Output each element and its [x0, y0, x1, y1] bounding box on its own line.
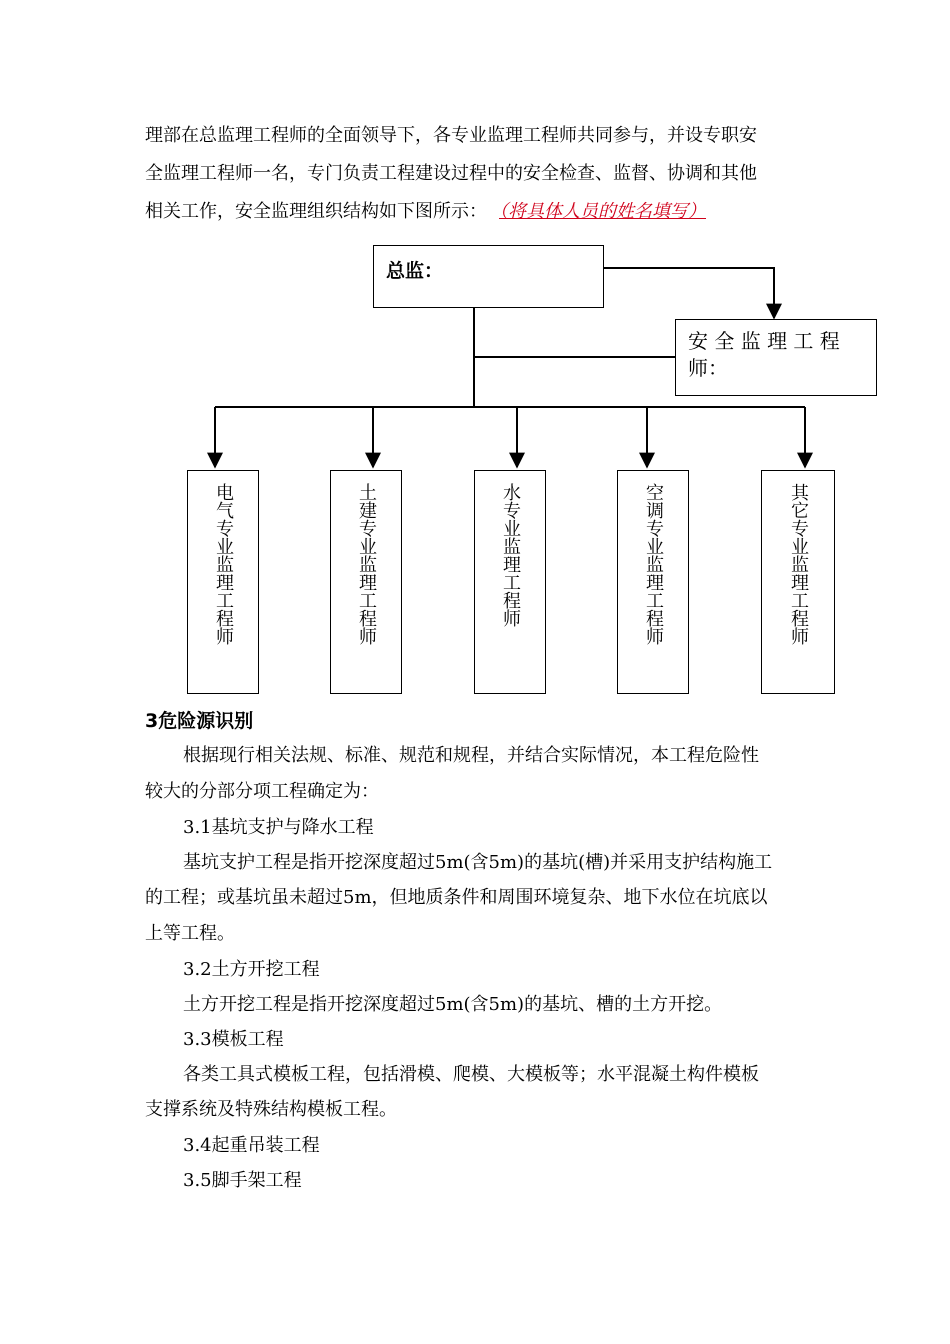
subsection-3-2-line1: 土方开挖工程是指开挖深度超过5m(含5m)的基坑、槽的土方开挖。: [183, 994, 723, 1015]
subsection-3-1-line3: 上等工程。: [145, 923, 235, 944]
chief-box: [373, 245, 604, 308]
specialist-label: 空调专业监理工程师: [643, 483, 664, 645]
intro-line-1: 理部在总监理工程师的全面领导下，各专业监理工程师共同参与，并设专职安: [145, 125, 757, 146]
subsection-3-5: 3.5脚手架工程: [183, 1170, 302, 1191]
specialist-label: 水专业监理工程师: [500, 483, 521, 627]
specialist-label: 土建专业监理工程师: [356, 483, 377, 645]
subsection-3-1-line2: 的工程；或基坑虽未超过5m，但地质条件和周围环境复杂、地下水位在坑底以: [145, 887, 768, 908]
safety-label-line2: 师：: [688, 356, 728, 380]
subsection-3-1: 3.1基坑支护与降水工程: [183, 817, 374, 838]
specialist-label: 电气专业监理工程师: [213, 483, 234, 645]
intro-line-2: 全监理工程师一名，专门负责工程建设过程中的安全检查、监督、协调和其他: [145, 163, 757, 184]
connector-chief-safety: [603, 268, 774, 318]
fill-names-note: （将具体人员的姓名填写）: [499, 201, 706, 222]
subsection-3-2: 3.2土方开挖工程: [183, 959, 320, 980]
safety-engineer-box: [675, 319, 877, 396]
chief-label: 总监：: [386, 260, 444, 282]
subsection-3-3-line2: 支撑系统及特殊结构模板工程。: [145, 1099, 397, 1120]
specialist-box-hvac: [617, 470, 689, 694]
subsection-3-1-line1: 基坑支护工程是指开挖深度超过5m(含5m)的基坑(槽)并采用支护结构施工: [183, 852, 773, 873]
specialist-box-civil: [330, 470, 402, 694]
specialist-label: 其它专业监理工程师: [788, 483, 809, 645]
subsection-3-3: 3.3模板工程: [183, 1029, 284, 1050]
safety-label-line1: 安 全 监 理 工 程: [688, 329, 840, 353]
subsection-3-4: 3.4起重吊装工程: [183, 1135, 320, 1156]
section-title: 3危险源识别: [145, 710, 254, 732]
specialist-box-other: [761, 470, 835, 694]
specialist-box-water: [474, 470, 546, 694]
section-p1-line2: 较大的分部分项工程确定为：: [145, 781, 379, 802]
specialist-box-electrical: [187, 470, 259, 694]
section-p1-line1: 根据现行相关法规、标准、规范和规程，并结合实际情况，本工程危险性: [183, 745, 759, 766]
subsection-3-3-line1: 各类工具式模板工程，包括滑模、爬模、大模板等；水平混凝土构件模板: [183, 1064, 759, 1085]
intro-line-3-text: 相关工作，安全监理组织结构如下图所示：: [145, 201, 487, 222]
